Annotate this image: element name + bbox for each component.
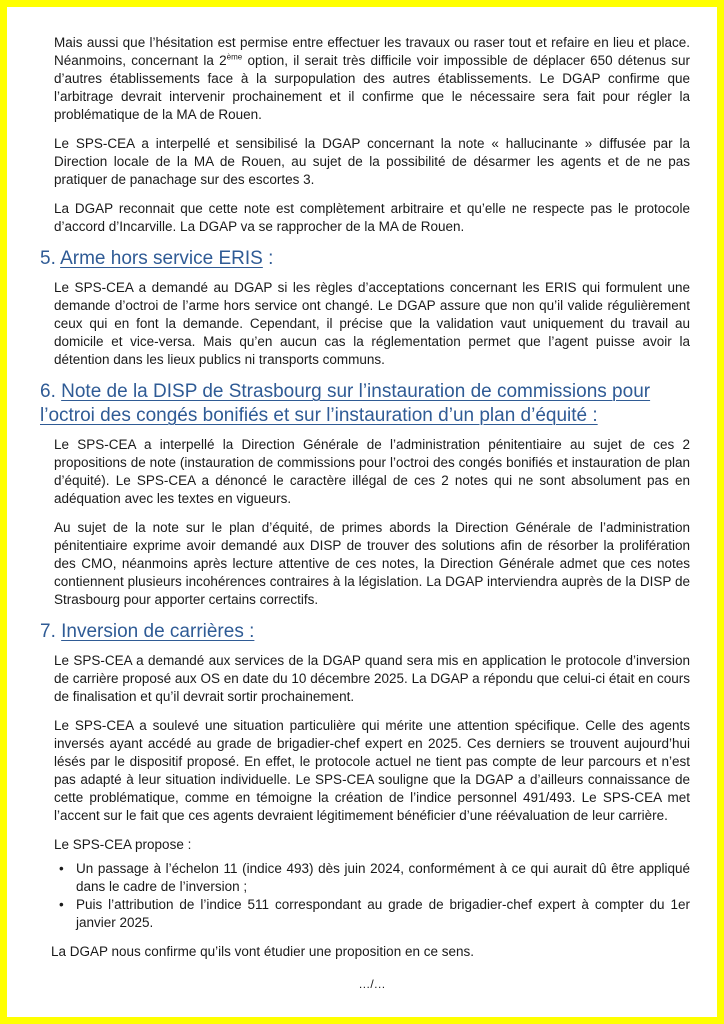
section-number: 7.: [40, 621, 56, 642]
section-5-paragraph-1: Le SPS-CEA a demandé au DGAP si les règles d’acceptations concernant les ERIS qui formulent une demande d’octroi de l’arme hors service ont changé. Le DGAP assure que non qu’il valide régulièrement ceux qui en font la demande. Cependant, il précise que la validation vaut uniquement du travail au domicile et vice-versa. Mais qu’en aucun cas la réglementation permet que l’agent puisse avoir la détention dans les lieux publics ni transports communs.: [54, 280, 690, 367]
section-number: 6.: [40, 381, 56, 402]
superscript: ème: [226, 52, 243, 62]
section-suffix: :: [262, 248, 274, 269]
section-title: Inversion de carrières :: [61, 621, 255, 642]
page-continuation-marker: …/…: [358, 977, 386, 991]
section-6-paragraph-1: Le SPS-CEA a interpellé la Direction Générale de l’administration pénitentiaire au sujet de ces 2 propositions de note (instauration de commissions pour l’octroi des congés bonifiés et instauration de plan d’équité). Le SPS-CEA a dénoncé le caractère illégal de ces 2 notes qui ne sont absolument pas en adéquation avec les textes en vigueurs.: [54, 437, 690, 506]
section-6-paragraph-2: Au sujet de la note sur le plan d’équité, de primes abords la Direction Générale de l’administration pénitentiaire exprime avoir demandé aux DISP de trouver des solutions afin de résorber la prolifération des CMO, néanmoins après lecture attentive de ces notes, la Direction Générale admet que ces notes contiennent plusieurs incohérences contraires à la législation. La DGAP interviendra auprès de la DISP de Strasbourg pour apporter certains correctifs.: [54, 520, 690, 607]
proposal-list-item: • Un passage à l’échelon 11 (indice 493) dès juin 2024, conformément à ce qui aurait dû être appliqué dans le cadre de l’inversion ;: [76, 860, 690, 896]
section-title: Note de la DISP de Strasbourg sur l’instauration de commissions pour l’octroi des congés bonifiés et sur l’instauration d’un plan d’équité :: [40, 381, 651, 426]
section-7-paragraph-2: Le SPS-CEA a soulevé une situation particulière qui mérite une attention spécifique. Celle des agents inversés ayant accédé au grade de brigadier-chef expert en 2025. Ces derniers se trouvent aujourd’hui lésés par le dispositif proposé. En effet, le protocole actuel ne tient pas compte de leur parcours et n’est pas adapté à leur situation individuelle. Le SPS-CEA souligne que la DGAP a d’ailleurs connaissance de cette problématique, comme en témoigne la création de l’indice personnel 491/493. Le SPS-CEA met l’accent sur le fait que ces agents devraient légitimement bénéficier d’une réévaluation de leur carrière.: [54, 718, 690, 823]
section-7-paragraph-1: Le SPS-CEA a demandé aux services de la DGAP quand sera mis en application le protocole d’inversion de carrière proposé aux OS en date du 10 décembre 2025. La DGAP a répondu que celui-ci était en cours de finalisation et qu’il devrait sortir prochainement.: [54, 653, 690, 704]
section-heading-6: [40, 380, 690, 428]
section-7-paragraph-3: Le SPS-CEA propose :: [54, 837, 192, 852]
document-body: [40, 34, 690, 993]
intro-paragraph-1: [54, 34, 690, 124]
intro-paragraph-3: La DGAP reconnait que cette note est complètement arbitraire et qu’elle ne respecte pas le protocole d’accord d’Incarville. La DGAP va se rapprocher de la MA de Rouen.: [54, 201, 690, 234]
section-heading-7: [40, 620, 690, 644]
section-7-conclusion: La DGAP nous confirme qu’ils vont étudier une proposition en ce sens.: [51, 944, 474, 959]
proposal-list-item: • Puis l’attribution de l’indice 511 correspondant au grade de brigadier-chef expert à compter du 1er janvier 2025.: [76, 896, 690, 932]
section-number: 5.: [40, 248, 56, 269]
text-run: Mais aussi que l’hésitation est permise entre effectuer les travaux ou raser tout et refaire en lieu et place. Néanmoins, concernant la 2: [54, 35, 690, 68]
intro-paragraph-2: Le SPS-CEA a interpellé et sensibilisé la DGAP concernant la note « hallucinante » diffusée par la Direction locale de la MA de Rouen, au sujet de la possibilité de désarmer les agents et de ne pas pratiquer de panachage sur des escortes 3.: [54, 136, 690, 187]
proposal-list: [54, 860, 690, 932]
text-run: option, il serait très difficile voir impossible de déplacer 650 détenus sur d’autres établissements face à la surpopulation des autres établissements. Le DGAP confirme que l’arbitrage devrait intervenir prochainement et il confirme que le nécessaire sera fait pour régler la problématique de la MA de Rouen.: [54, 53, 690, 122]
section-heading-5: [40, 247, 690, 271]
section-title: Arme hors service ERIS: [60, 248, 263, 269]
